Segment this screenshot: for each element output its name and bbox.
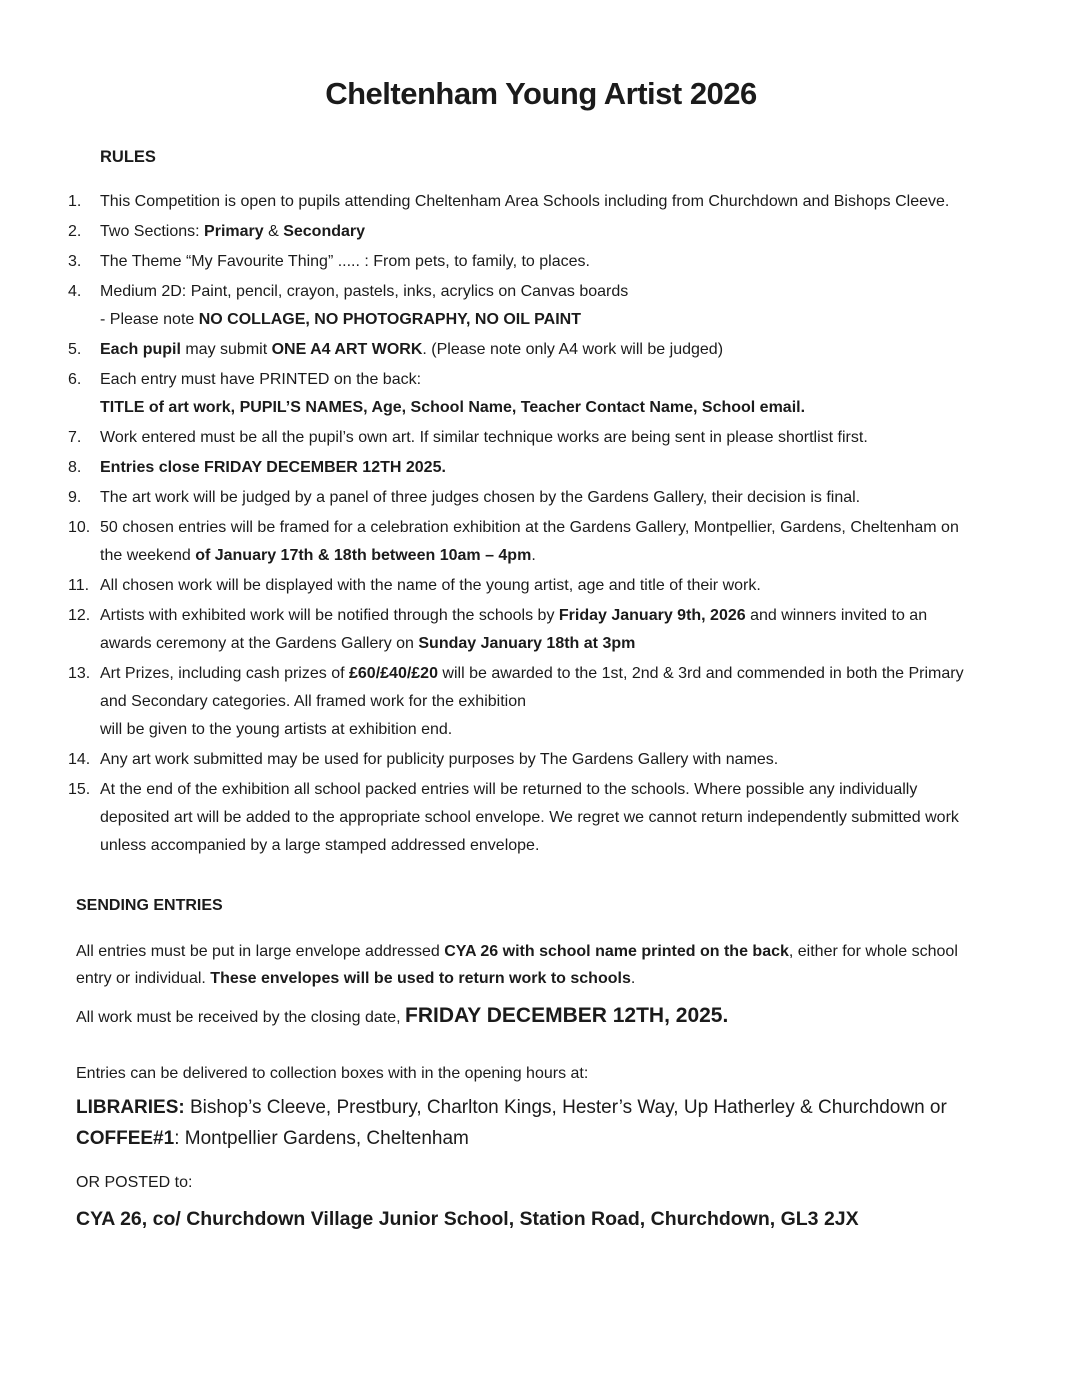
rule-number: 6. [68, 371, 82, 388]
text-segment: - Please note [100, 311, 199, 328]
rule-text [100, 602, 966, 658]
rule-item-4 [68, 278, 966, 334]
rule-text [100, 572, 966, 600]
text-segment: Entries close FRIDAY DECEMBER 12TH 2025. [100, 459, 446, 476]
text-segment: At the end of the exhibition all school packed entries will be returned to the schools. Where possible any individually deposited art will be added to the appropriate school envelope. We regret we cannot return independently submitted work unless accompanied by a large stamped addressed envelope. [100, 781, 959, 854]
rule-item-6 [68, 366, 966, 422]
text-segment: OR POSTED to: [76, 1174, 193, 1191]
text-segment: Art Prizes, including cash prizes of [100, 665, 349, 682]
text-segment: NO COLLAGE, NO PHOTOGRAPHY, NO OIL PAINT [198, 311, 581, 328]
text-segment: Work entered must be all the pupil’s own art. If similar technique works are being sent in please shortlist first. [100, 429, 868, 446]
rule-number: 14. [68, 751, 91, 768]
rule-number: 12. [68, 607, 91, 624]
rules-heading: RULES [100, 148, 156, 166]
text-segment: LIBRARIES: [76, 1097, 185, 1118]
rule-text [100, 484, 966, 512]
rule-number: 3. [68, 253, 82, 270]
rule-number: 9. [68, 489, 82, 506]
sending-entries-section [76, 938, 970, 1234]
text-segment: & [263, 223, 284, 240]
text-segment: Bishop’s Cleeve, Prestbury, Charlton Kings, Hester’s Way, Up Hatherley & Churchdown or [184, 1097, 947, 1118]
text-segment: and winners invited to an awards ceremony at the Gardens Gallery on [100, 607, 928, 652]
text-segment: FRIDAY DECEMBER 12TH, 2025. [405, 1004, 729, 1027]
envelope-instructions [76, 938, 970, 992]
text-segment: Medium 2D: Paint, pencil, crayon, pastels, inks, acrylics on Canvas boards [100, 283, 629, 300]
rule-item-7 [68, 424, 966, 452]
rule-item-15 [68, 776, 966, 860]
rule-number: 1. [68, 193, 82, 210]
text-segment: CYA 26 with school name printed on the back [444, 943, 789, 960]
rule-number: 7. [68, 429, 82, 446]
rule-item-12 [68, 602, 966, 658]
rule-text [100, 746, 966, 774]
text-segment: Each entry must have PRINTED on the back: [100, 371, 422, 388]
rule-text [100, 218, 966, 246]
rule-item-8 [68, 454, 966, 482]
text-segment: CYA 26, co/ Churchdown Village Junior School, Station Road, Churchdown, GL3 2JX [76, 1208, 859, 1230]
rule-text [100, 514, 966, 570]
rules-list [68, 188, 966, 860]
text-segment: will be awarded to the 1st, 2nd & 3rd and commended in both the Primary and Secondary categories. All framed work for the exhibition [100, 665, 964, 710]
rule-text [100, 278, 966, 334]
rule-number: 8. [68, 459, 82, 476]
text-segment: £60/£40/£20 [349, 665, 438, 682]
rule-text [100, 336, 966, 364]
text-segment: . [531, 547, 536, 564]
text-segment: Friday January 9th, 2026 [558, 607, 746, 624]
text-segment: COFFEE#1 [76, 1128, 175, 1149]
text-segment: may submit [180, 341, 272, 358]
text-segment: All work must be received by the closing date, [76, 1009, 406, 1026]
rule-item-1 [68, 188, 966, 216]
text-segment: Primary [204, 223, 264, 240]
rule-item-10 [68, 514, 966, 570]
delivery-intro [76, 1060, 970, 1087]
text-segment: . [630, 970, 636, 987]
text-segment: TITLE of art work, PUPIL’S NAMES, Age, School Name, Teacher Contact Name, School email. [100, 399, 806, 416]
rule-number: 5. [68, 341, 82, 358]
rule-text [100, 454, 966, 482]
text-segment: 50 chosen entries will be framed for a celebration exhibition at the Gardens Gallery, Montpellier, Gardens, Cheltenham on the weekend [100, 519, 959, 564]
document-title: Cheltenham Young Artist 2026 [325, 76, 757, 111]
rule-number: 11. [68, 577, 90, 594]
rule-text [100, 248, 966, 276]
rule-text [100, 660, 966, 744]
text-segment: The art work will be judged by a panel of three judges chosen by the Gardens Gallery, their decision is final. [100, 489, 861, 506]
rule-item-5 [68, 336, 966, 364]
rule-item-2 [68, 218, 966, 246]
text-segment: will be given to the young artists at exhibition end. [100, 721, 453, 738]
text-segment: . (Please note only A4 work will be judged) [422, 341, 724, 358]
text-segment: Sunday January 18th at 3pm [418, 635, 636, 652]
rule-item-14 [68, 746, 966, 774]
rule-number: 13. [68, 665, 91, 682]
closing-date-line [76, 1001, 970, 1033]
text-segment: Two Sections: [100, 223, 205, 240]
rule-text [100, 424, 966, 452]
rule-number: 4. [68, 283, 82, 300]
rule-text [100, 776, 966, 860]
rule-item-9 [68, 484, 966, 512]
rule-text [100, 188, 966, 216]
text-segment: This Competition is open to pupils attending Cheltenham Area Schools including from Churchdown and Bishops Cleeve. [100, 193, 950, 210]
rule-text [100, 366, 966, 422]
text-segment: : Montpellier Gardens, Cheltenham [174, 1128, 469, 1149]
rule-item-11 [68, 572, 966, 600]
rule-item-13 [68, 660, 966, 744]
text-segment: , either for whole school entry or individual. [76, 943, 958, 987]
rule-number: 2. [68, 223, 82, 240]
text-segment: ONE A4 ART WORK [271, 341, 423, 358]
text-segment: Each pupil [100, 341, 181, 358]
text-segment: Entries can be delivered to collection boxes with in the opening hours at: [76, 1065, 589, 1082]
rule-number: 15. [68, 781, 91, 798]
text-segment: All chosen work will be displayed with the name of the young artist, age and title of their work. [100, 577, 761, 594]
text-segment: All entries must be put in large envelope addressed [76, 943, 445, 960]
rule-item-3 [68, 248, 966, 276]
collection-locations [76, 1092, 970, 1154]
text-segment: Secondary [283, 223, 366, 240]
text-segment: of January 17th & 18th between 10am – 4pm [195, 547, 532, 564]
text-segment: Artists with exhibited work will be notified through the schools by [100, 607, 559, 624]
text-segment: These envelopes will be used to return work to schools [210, 970, 631, 987]
posted-label [76, 1169, 970, 1196]
rule-number: 10. [68, 519, 91, 536]
text-segment: The Theme “My Favourite Thing” ..... : From pets, to family, to places. [100, 253, 590, 270]
sending-entries-heading: SENDING ENTRIES [76, 897, 223, 914]
text-segment: Any art work submitted may be used for publicity purposes by The Gardens Gallery with names. [100, 751, 779, 768]
postal-address [76, 1204, 970, 1234]
